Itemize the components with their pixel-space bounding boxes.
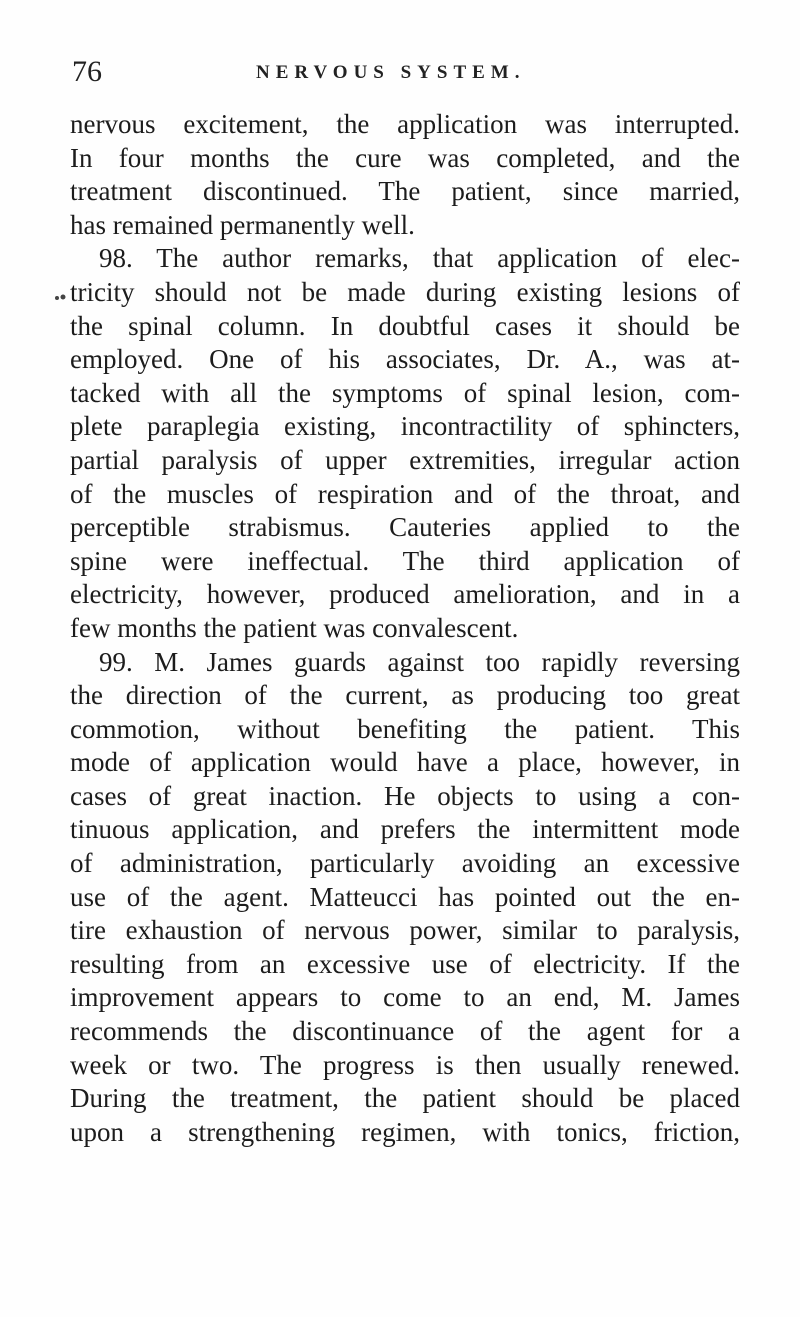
text-line: resulting from an excessive use of electricity. If the bbox=[70, 948, 740, 979]
text-line: tacked with all the symptoms of spinal lesion, com- bbox=[70, 377, 740, 408]
text-line: the spinal column. In doubtful cases it should be bbox=[70, 310, 740, 341]
text-line: of the muscles of respiration and of the throat, and bbox=[70, 478, 740, 509]
text-line: spine were ineffectual. The third application of bbox=[70, 545, 740, 576]
text-line: use of the agent. Matteucci has pointed out the en- bbox=[70, 881, 740, 912]
text-line: week or two. The progress is then usually renewed. bbox=[70, 1049, 740, 1080]
paragraph-99-start: 99. M. James guards against too rapidly reversing bbox=[99, 646, 740, 677]
text-line: few months the patient was convalescent. bbox=[70, 612, 519, 643]
text-line: In four months the cure was completed, and the bbox=[70, 142, 740, 173]
body-text bbox=[70, 108, 740, 1149]
text-line: nervous excitement, the application was interrupted. bbox=[70, 109, 740, 139]
text-line: tinuous application, and prefers the intermittent mode bbox=[70, 814, 740, 845]
text-line: cases of great inaction. He objects to using a con- bbox=[70, 780, 740, 811]
text-line: recommends the discontinuance of the agent for a bbox=[70, 1016, 740, 1047]
text-line: improvement appears to come to an end, M. James bbox=[70, 982, 740, 1013]
page-number: 76 bbox=[72, 55, 102, 88]
ink-blot-mark bbox=[54, 293, 68, 303]
paragraph-98-start: 98. The author remarks, that application of elec- bbox=[99, 243, 740, 274]
text-line: of administration, particularly avoiding an excessive bbox=[70, 848, 740, 879]
text-line: employed. One of his associates, Dr. A., was at- bbox=[70, 344, 740, 375]
text-line: tricity should not be made during existing lesions of bbox=[70, 276, 740, 307]
text-line: treatment discontinued. The patient, since married, bbox=[70, 176, 740, 207]
text-line: During the treatment, the patient should be placed bbox=[70, 1083, 740, 1114]
text-line: commotion, without benefiting the patient. This bbox=[70, 713, 740, 744]
text-line: mode of application would have a place, however, in bbox=[70, 747, 740, 778]
running-head bbox=[72, 52, 752, 92]
text-line: plete paraplegia existing, incontractility of sphincters, bbox=[70, 411, 740, 442]
text-line: upon a strengthening regimen, with tonics, friction, bbox=[70, 1116, 740, 1147]
running-title: NERVOUS SYSTEM. bbox=[256, 62, 526, 83]
text-line: has remained permanently well. bbox=[70, 209, 415, 240]
text-line: perceptible strabismus. Cauteries applied to the bbox=[70, 512, 740, 543]
text-line: the direction of the current, as producing too great bbox=[70, 680, 740, 711]
text-line: partial paralysis of upper extremities, irregular action bbox=[70, 444, 740, 475]
text-line: tire exhaustion of nervous power, similar to paralysis, bbox=[70, 915, 740, 946]
text-line: electricity, however, produced amelioration, and in a bbox=[70, 579, 740, 610]
